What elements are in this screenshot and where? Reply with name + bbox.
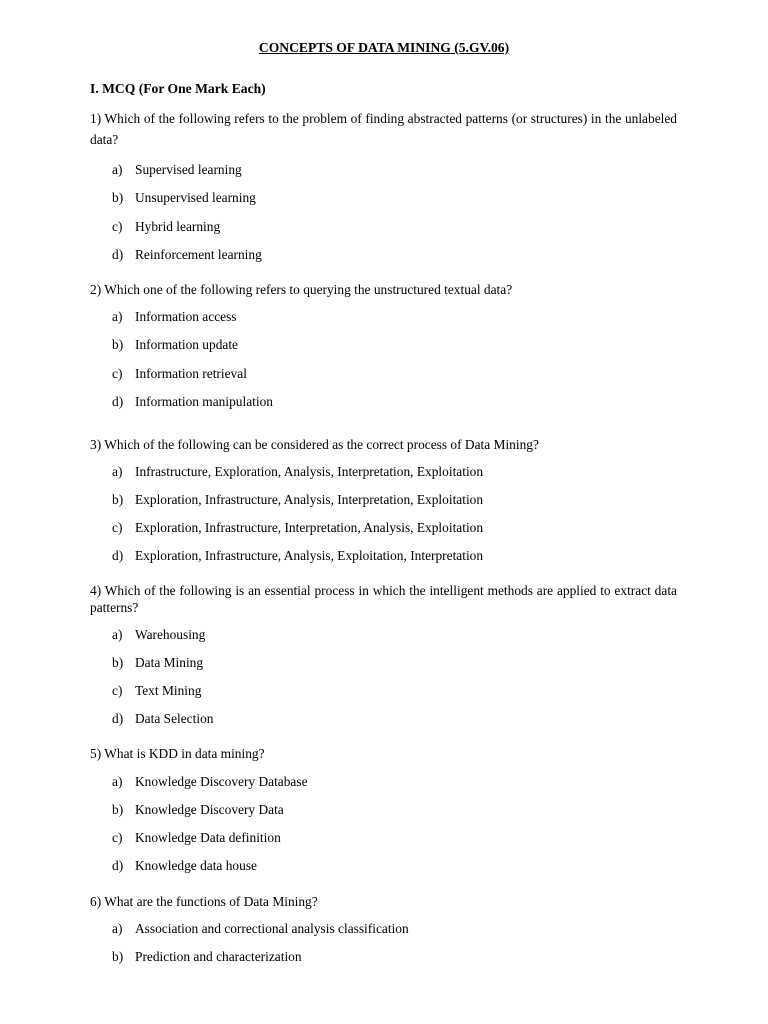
option-letter: b) bbox=[112, 655, 124, 670]
option-text: Information manipulation bbox=[135, 394, 273, 409]
option-text: Reinforcement learning bbox=[135, 247, 262, 262]
option-text: Exploration, Infrastructure, Analysis, Interpretation, Exploitation bbox=[135, 492, 484, 507]
option-text: Knowledge Discovery Data bbox=[135, 802, 284, 817]
question-3-option-b bbox=[112, 492, 483, 508]
question-2-option-c bbox=[112, 366, 247, 382]
option-letter: c) bbox=[112, 219, 123, 234]
option-letter: d) bbox=[112, 711, 124, 726]
option-letter: a) bbox=[112, 627, 123, 642]
option-letter: c) bbox=[112, 520, 123, 535]
question-3-option-c bbox=[112, 520, 483, 536]
question-1-text: 1) Which of the following refers to the problem of finding abstracted patterns (or structures) in the unlabeled data? bbox=[90, 111, 677, 147]
option-letter: a) bbox=[112, 309, 123, 324]
option-text: Exploration, Infrastructure, Analysis, Exploitation, Interpretation bbox=[135, 548, 484, 563]
question-3-text: 3) Which of the following can be considered as the correct process of Data Mining? bbox=[90, 437, 539, 452]
question-2-option-b bbox=[112, 337, 238, 353]
option-text: Data Mining bbox=[135, 655, 204, 670]
option-text: Infrastructure, Exploration, Analysis, Interpretation, Exploitation bbox=[135, 464, 484, 479]
option-text: Information retrieval bbox=[135, 366, 247, 381]
option-text: Data Selection bbox=[135, 711, 214, 726]
option-letter: c) bbox=[112, 830, 123, 845]
option-text: Knowledge Data definition bbox=[135, 830, 281, 845]
option-letter: b) bbox=[112, 190, 124, 205]
option-letter: d) bbox=[112, 247, 124, 262]
question-4-option-c bbox=[112, 683, 201, 699]
option-text: Unsupervised learning bbox=[135, 190, 256, 205]
option-text: Knowledge data house bbox=[135, 858, 257, 873]
question-5-option-a bbox=[112, 774, 308, 790]
option-letter: a) bbox=[112, 921, 123, 936]
question-6-text: 6) What are the functions of Data Mining? bbox=[90, 894, 318, 909]
option-text: Prediction and characterization bbox=[135, 949, 302, 964]
option-text: Information access bbox=[135, 309, 237, 324]
option-letter: a) bbox=[112, 162, 123, 177]
option-letter: c) bbox=[112, 683, 123, 698]
question-4-option-d bbox=[112, 711, 213, 727]
section-heading: I. MCQ (For One Mark Each) bbox=[90, 81, 266, 96]
question-4-option-a bbox=[112, 627, 205, 643]
option-letter: d) bbox=[112, 548, 124, 563]
question-1-option-a bbox=[112, 162, 242, 178]
option-text: Supervised learning bbox=[135, 162, 242, 177]
question-5-option-b bbox=[112, 802, 284, 818]
option-letter: a) bbox=[112, 464, 123, 479]
question-3-option-a bbox=[112, 464, 483, 480]
document-title: CONCEPTS OF DATA MINING (5.GV.06) bbox=[258, 40, 510, 55]
option-letter: b) bbox=[112, 337, 124, 352]
option-text: Exploration, Infrastructure, Interpretation, Analysis, Exploitation bbox=[135, 520, 484, 535]
option-text: Warehousing bbox=[135, 627, 206, 642]
question-5-option-c bbox=[112, 830, 281, 846]
option-text: Information update bbox=[135, 337, 238, 352]
question-1-option-b bbox=[112, 190, 256, 206]
option-letter: b) bbox=[112, 949, 124, 964]
question-1-option-c bbox=[112, 219, 220, 235]
option-letter: b) bbox=[112, 802, 124, 817]
question-5-option-d bbox=[112, 858, 257, 874]
option-text: Association and correctional analysis classification bbox=[135, 921, 409, 936]
question-5-text: 5) What is KDD in data mining? bbox=[90, 746, 265, 761]
option-letter: a) bbox=[112, 774, 123, 789]
question-2-option-a bbox=[112, 309, 237, 325]
option-letter: b) bbox=[112, 492, 124, 507]
option-text: Hybrid learning bbox=[135, 219, 221, 234]
question-6-option-b bbox=[112, 949, 302, 965]
option-text: Text Mining bbox=[135, 683, 202, 698]
option-text: Knowledge Discovery Database bbox=[135, 774, 308, 789]
question-4-option-b bbox=[112, 655, 203, 671]
question-2-option-d bbox=[112, 394, 273, 410]
option-letter: d) bbox=[112, 394, 124, 409]
option-letter: d) bbox=[112, 858, 124, 873]
question-4-text: 4) Which of the following is an essential process in which the intelligent methods are applied to extract data patterns? bbox=[90, 583, 677, 615]
question-3-option-d bbox=[112, 548, 483, 564]
question-1-option-d bbox=[112, 247, 262, 263]
question-2-text: 2) Which one of the following refers to querying the unstructured textual data? bbox=[90, 282, 513, 297]
option-letter: c) bbox=[112, 366, 123, 381]
question-6-option-a bbox=[112, 921, 409, 937]
